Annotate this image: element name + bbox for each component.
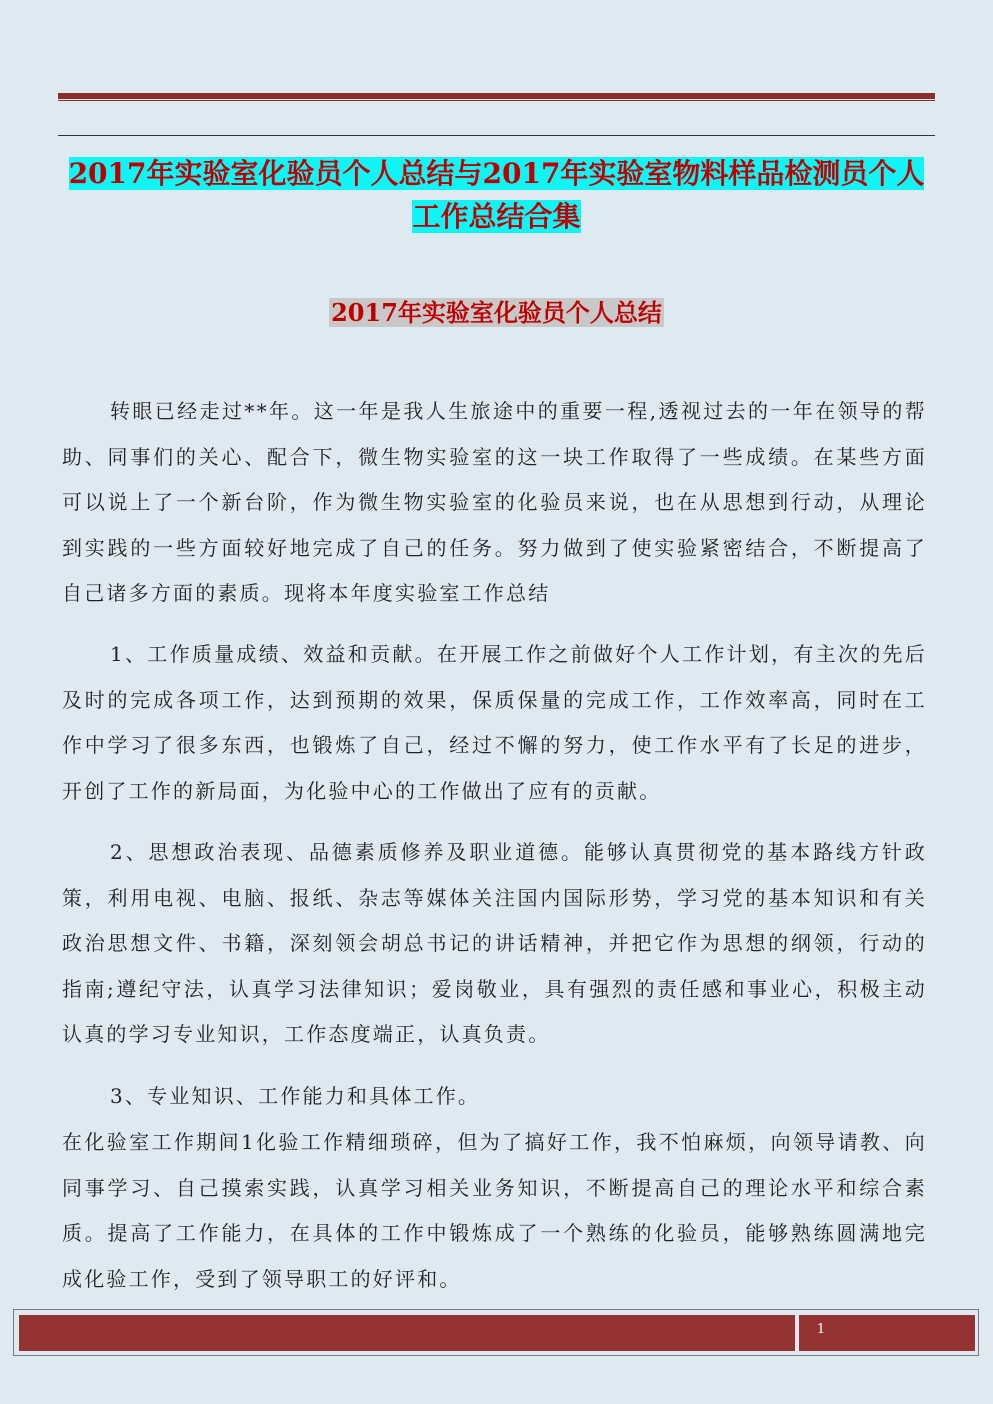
paragraph-item-3-heading: 3、专业知识、工作能力和具体工作。 [110, 1084, 481, 1108]
section-title-text: 2017年实验室化验员个人总结 [331, 298, 662, 327]
page-number: 1 [816, 1322, 826, 1337]
paragraph-intro: 转眼已经走过**年。这一年是我人生旅途中的重要一程,透视过去的一年在领导的帮助、同事们的关心、配合下，微生物实验室的这一块工作取得了一些成绩。在某些方面可以说上了一个新台阶，作为微生物实验室的化验员来说，也在从思想到行动，从理论到实践的一些方面较好地完成了自己的任务。努力做到了使实验紧密结合，不断提高了自己诸多方面的素质。现将本年度实验室工作总结 [62, 399, 927, 605]
paragraph-item-3-body: 在化验室工作期间1化验工作精细琐碎，但为了搞好工作，我不怕麻烦，向领导请教、向同事学习、自己摸索实践，认真学习相关业务知识，不断提高自己的理论水平和综合素质。提高了工作能力，在具体的工作中锻炼成了一个熟练的化验员，能够熟练圆满地完成化验工作，受到了领导职工的好评和。 [62, 1130, 927, 1291]
header-divider [58, 135, 935, 136]
section-title [60, 295, 933, 331]
document-title [60, 152, 933, 238]
header-thin-rule [58, 100, 935, 101]
paragraph-item-2: 2、思想政治表现、品德素质修养及职业道德。能够认真贯彻党的基本路线方针政策，利用电视、电脑、报纸、杂志等媒体关注国内国际形势，学习党的基本知识和有关政治思想文件、书籍，深刻领会胡总书记的讲话精神，并把它作为思想的纲领，行动的指南;遵纪守法，认真学习法律知识；爱岗敬业，具有强烈的责任感和事业心，积极主动认真的学习专业知识，工作态度端正，认真负责。 [62, 840, 927, 1046]
paragraph-item-1: 1、工作质量成绩、效益和贡献。在开展工作之前做好个人工作计划，有主次的先后及时的完成各项工作，达到预期的效果，保质保量的完成工作，工作效率高，同时在工作中学习了很多东西，也锻炼了自己，经过不懈的努力，使工作水平有了长足的进步，开创了工作的新局面，为化验中心的工作做出了应有的贡献。 [62, 642, 927, 803]
document-title-text: 2017年实验室化验员个人总结与2017年实验室物料样品检测员个人工作总结合集 [68, 157, 925, 233]
footer-bar-left [19, 1315, 795, 1351]
header-thick-rule [58, 93, 935, 99]
